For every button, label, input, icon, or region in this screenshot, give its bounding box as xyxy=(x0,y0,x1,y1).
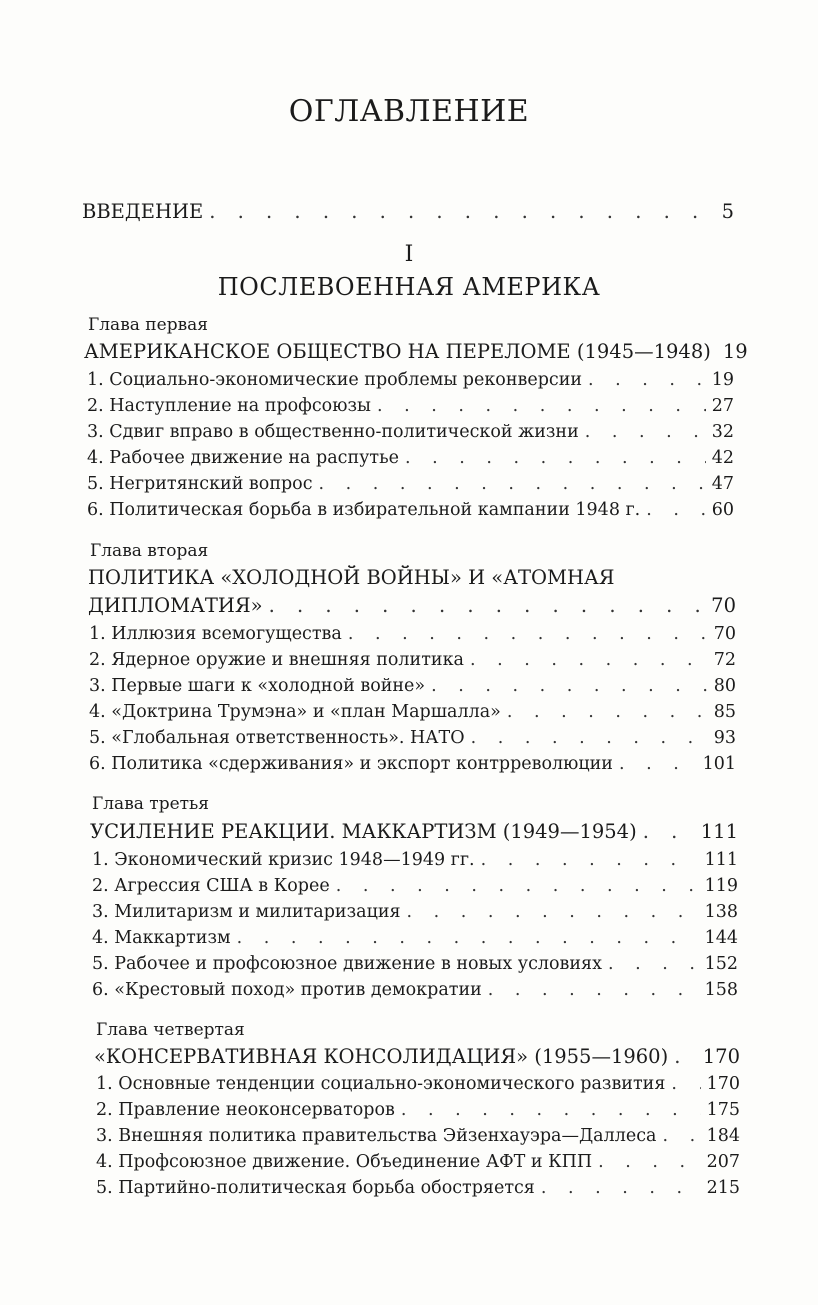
toc-entry-page: 119 xyxy=(704,876,738,896)
toc-entry xyxy=(87,396,734,416)
toc-entry xyxy=(89,624,736,644)
toc-entry-label: ВВЕДЕНИЕ xyxy=(82,200,204,223)
chapter-label: Глава третья xyxy=(92,794,210,814)
toc-entry-label: 2. Правление неоконсерваторов xyxy=(96,1100,395,1120)
toc-entry-page: 19 xyxy=(711,370,734,390)
leader-dots xyxy=(671,1074,700,1094)
toc-entry-page: 215 xyxy=(706,1178,740,1198)
toc-entry xyxy=(92,928,738,948)
leader-dots xyxy=(431,676,708,696)
toc-entry xyxy=(89,728,736,748)
leader-dots xyxy=(348,624,708,644)
toc-entry xyxy=(96,1178,740,1198)
toc-entry-page: 42 xyxy=(711,448,734,468)
leader-dots xyxy=(319,474,706,494)
toc-entry xyxy=(89,702,736,722)
toc-entry-label: 3. Милитаризм и милитаризация xyxy=(92,902,401,922)
toc-entry xyxy=(89,754,736,774)
toc-entry-page: 93 xyxy=(713,728,736,748)
part-number: I xyxy=(404,242,414,267)
toc-entry-page: 170 xyxy=(706,1074,740,1094)
leader-dots xyxy=(488,980,699,1000)
toc-entry-page: 70 xyxy=(713,624,736,644)
chapter-label: Глава первая xyxy=(88,315,209,335)
leader-dots xyxy=(237,928,699,948)
leader-dots xyxy=(646,500,705,520)
toc-entry-page: 72 xyxy=(713,650,736,670)
chapter-title-line1: ПОЛИТИКА «ХОЛОДНОЙ ВОЙНЫ» И «АТОМНАЯ xyxy=(88,566,615,589)
toc-entry-page: 175 xyxy=(706,1100,740,1120)
leader-dots xyxy=(643,820,695,843)
toc-entry-page: 80 xyxy=(713,676,736,696)
chapter-page: 170 xyxy=(702,1045,740,1068)
toc-entry xyxy=(87,500,734,520)
leader-dots xyxy=(471,728,708,748)
toc-entry-label: 5. Негритянский вопрос xyxy=(87,474,313,494)
toc-entry-intro xyxy=(82,200,734,223)
toc-entry xyxy=(92,850,738,870)
chapter-page: 111 xyxy=(700,820,738,843)
toc-entry xyxy=(96,1074,740,1094)
toc-entry-label: 2. Ядерное оружие и внешняя политика xyxy=(89,650,464,670)
leader-dots xyxy=(585,422,706,442)
chapter-title xyxy=(84,340,748,363)
leader-dots xyxy=(662,1126,700,1146)
toc-entry-label: 3. Первые шаги к «холодной войне» xyxy=(89,676,426,696)
toc-entry-page: 207 xyxy=(706,1152,740,1172)
toc-entry xyxy=(89,676,736,696)
toc-entry-label: 2. Агрессия США в Корее xyxy=(92,876,330,896)
leader-dots xyxy=(541,1178,701,1198)
part-title: ПОСЛЕВОЕННАЯ АМЕРИКА xyxy=(217,273,601,301)
chapter-page: 19 xyxy=(722,340,748,363)
toc-entry-page: 32 xyxy=(711,422,734,442)
toc-entry-page: 5 xyxy=(721,200,734,223)
toc-entry-page: 27 xyxy=(711,396,734,416)
page-title: ОГЛАВЛЕНИЕ xyxy=(288,94,530,129)
leader-dots xyxy=(598,1152,700,1172)
chapter-label: Глава четвертая xyxy=(96,1020,245,1040)
leader-dots xyxy=(377,396,706,416)
leader-dots xyxy=(608,954,699,974)
leader-dots xyxy=(407,902,699,922)
toc-entry-label: 3. Внешняя политика правительства Эйзенхауэра—Даллеса xyxy=(96,1126,657,1146)
toc-entry-label: 5. Рабочее и профсоюзное движение в новых условиях xyxy=(92,954,602,974)
chapter-title-text: «КОНСЕРВАТИВНАЯ КОНСОЛИДАЦИЯ» (1955—1960) xyxy=(94,1045,669,1068)
chapter-label: Глава вторая xyxy=(90,541,209,561)
toc-entry-page: 138 xyxy=(704,902,738,922)
toc-entry xyxy=(87,422,734,442)
toc-entry-label: 2. Наступление на профсоюзы xyxy=(87,396,371,416)
toc-entry-page: 152 xyxy=(704,954,738,974)
toc-entry-label: 6. «Крестовый поход» против демократии xyxy=(92,980,482,1000)
toc-entry xyxy=(87,474,734,494)
toc-entry-label: 4. «Доктрина Трумэна» и «план Маршалла» xyxy=(89,702,501,722)
chapter-title xyxy=(90,820,738,843)
chapter-title-text: АМЕРИКАНСКОЕ ОБЩЕСТВО НА ПЕРЕЛОМЕ (1945—1948) xyxy=(84,340,711,363)
toc-entry-page: 144 xyxy=(704,928,738,948)
toc-entry-label: 4. Профсоюзное движение. Объединение АФТ и КПП xyxy=(96,1152,593,1172)
leader-dots xyxy=(209,200,706,223)
toc-entry-label: 1. Иллюзия всемогущества xyxy=(89,624,342,644)
toc-entry-label: 4. Маккартизм xyxy=(92,928,231,948)
toc-entry xyxy=(96,1100,740,1120)
toc-entry-label: 4. Рабочее движение на распутье xyxy=(87,448,400,468)
toc-entry-label: 5. «Глобальная ответственность». НАТО xyxy=(89,728,465,748)
toc-entry xyxy=(87,448,734,468)
toc-entry xyxy=(92,980,738,1000)
toc-entry xyxy=(92,902,738,922)
toc-entry-page: 111 xyxy=(704,850,738,870)
toc-entry-label: 3. Сдвиг вправо в общественно-политической жизни xyxy=(87,422,579,442)
toc-entry-label: 1. Социально-экономические проблемы реконверсии xyxy=(87,370,583,390)
toc-entry xyxy=(96,1152,740,1172)
leader-dots xyxy=(269,594,706,617)
toc-entry-label: 5. Партийно-политическая борьба обостряется xyxy=(96,1178,535,1198)
toc-entry-label: 6. Политика «сдерживания» и экспорт контрреволюции xyxy=(89,754,613,774)
toc-entry-page: 158 xyxy=(704,980,738,1000)
toc-entry-page: 60 xyxy=(711,500,734,520)
toc-entry-label: 1. Экономический кризис 1948—1949 гг. xyxy=(92,850,475,870)
toc-entry xyxy=(87,370,734,390)
toc-entry xyxy=(96,1126,740,1146)
toc-entry-page: 184 xyxy=(706,1126,740,1146)
leader-dots xyxy=(336,876,699,896)
leader-dots xyxy=(405,448,706,468)
toc-entry-page: 47 xyxy=(711,474,734,494)
toc-entry-label: 6. Политическая борьба в избирательной кампании 1948 г. xyxy=(87,500,641,520)
chapter-title-text: ДИПЛОМАТИЯ» xyxy=(88,594,263,617)
leader-dots xyxy=(401,1100,701,1120)
chapter-title-text: УСИЛЕНИЕ РЕАКЦИИ. МАККАРТИЗМ (1949—1954) xyxy=(90,820,637,843)
leader-dots xyxy=(588,370,706,390)
toc-entry xyxy=(92,954,738,974)
toc-entry-page: 85 xyxy=(713,702,736,722)
chapter-title xyxy=(94,1045,740,1068)
leader-dots xyxy=(674,1045,697,1068)
leader-dots xyxy=(481,850,699,870)
toc-entry xyxy=(92,876,738,896)
leader-dots xyxy=(507,702,708,722)
chapter-title xyxy=(88,594,736,617)
toc-entry xyxy=(89,650,736,670)
chapter-page: 70 xyxy=(711,594,736,617)
leader-dots xyxy=(619,754,697,774)
toc-entry-page: 101 xyxy=(702,754,736,774)
leader-dots xyxy=(470,650,708,670)
toc-entry-label: 1. Основные тенденции социально-экономического развития xyxy=(96,1074,666,1094)
